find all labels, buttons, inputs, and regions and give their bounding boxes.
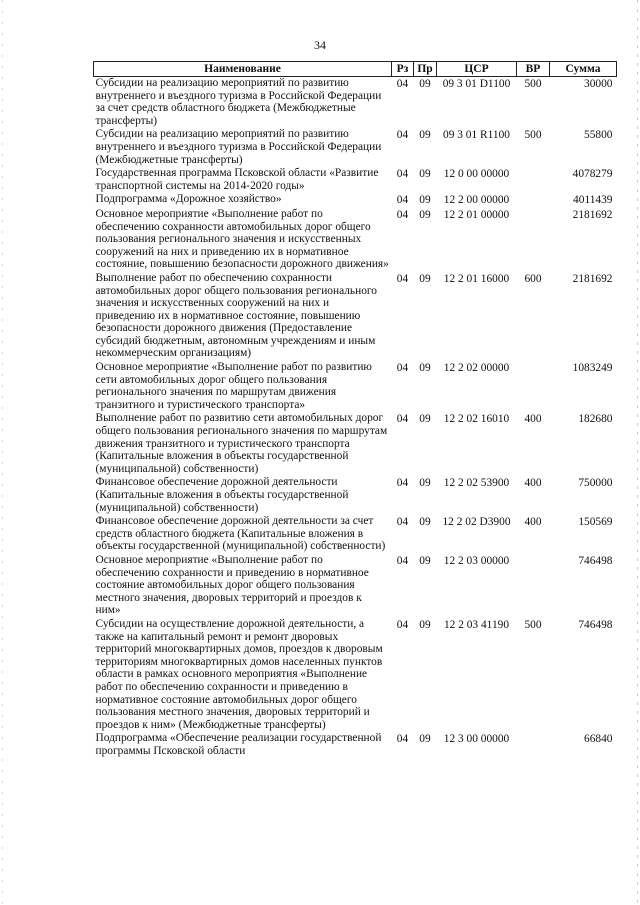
- row-name: Субсидии на реализацию мероприятий по развитию внутреннего и въездного туризма в Российской Федерации за счет средств областного бюджета (Межбюджетные трансферты): [95, 77, 382, 127]
- row-pr: 09: [419, 477, 431, 490]
- row-name: Субсидии на реализацию мероприятий по развитию внутреннего и въездного туризма в Российской Федерации (Межбюджетные трансферты): [95, 128, 382, 166]
- row-pr: 09: [419, 554, 431, 567]
- row-csr: 12 2 02 53900: [443, 477, 510, 490]
- row-rz: 04: [396, 477, 409, 490]
- row-sum: 1083249: [572, 362, 613, 375]
- row-pr: 09: [419, 208, 431, 221]
- row-rz: 04: [396, 554, 409, 567]
- row-pr: 09: [419, 168, 431, 181]
- row-rz: 04: [396, 78, 409, 90]
- table-row: [94, 208, 617, 272]
- row-sum: 150569: [578, 516, 613, 529]
- row-name: Подпрограмма «Дорожное хозяйство»: [95, 193, 282, 206]
- table-row: [94, 77, 617, 129]
- row-pr: 09: [419, 129, 431, 142]
- row-pr: 09: [419, 272, 431, 285]
- row-vr: 400: [524, 516, 542, 529]
- row-csr: 12 2 03 00000: [443, 554, 510, 567]
- row-csr: 12 2 03 41190: [443, 618, 510, 631]
- row-sum: 4011439: [573, 194, 613, 207]
- table-row: [94, 618, 617, 732]
- row-name: Субсидии на осуществление дорожной деятельности, а также на капитальный ремонт и ремонт дворовых территорий многоквартирных домов, проездов к дворовым территориям многоквартирных домов населенных пунктов области в рамках основного мероприятия «Выполнение работ по обеспечению сохранности и приведению в нормативное состояние автомобильных дорог общего пользования местного значения, дворовых территорий и проездов к ним» (Межбюджетные трансферты): [95, 617, 383, 731]
- row-vr: [517, 193, 550, 208]
- scan-edge-right: [637, 0, 638, 905]
- header-rz: Рз: [392, 62, 414, 77]
- table-row: [94, 128, 617, 167]
- header-name: Наименование: [94, 62, 392, 77]
- budget-table: [93, 61, 617, 758]
- row-csr: 12 2 01 16000: [443, 272, 510, 285]
- table-body: [94, 77, 617, 759]
- row-vr: 500: [524, 129, 542, 142]
- row-sum: 746498: [578, 554, 613, 567]
- row-pr: 09: [419, 618, 431, 631]
- row-name: Основное мероприятие «Выполнение работ по обеспечению сохранности и приведению в нормативное состояние автомобильных дорог общего пользования местного значения, дворовых территорий и проездов к ним»: [95, 553, 369, 617]
- row-sum: 66840: [584, 733, 613, 746]
- row-rz: 04: [396, 516, 409, 529]
- header-row: [94, 62, 617, 77]
- table-header: [94, 62, 617, 77]
- table-row: [94, 167, 617, 193]
- row-sum: 2181692: [572, 272, 613, 285]
- table-row: [94, 554, 617, 618]
- table-row: [94, 361, 617, 412]
- table-row: [94, 732, 617, 758]
- row-rz: 04: [396, 272, 409, 285]
- row-rz: 04: [396, 733, 409, 746]
- row-vr: 600: [524, 272, 542, 285]
- table-row: [94, 476, 617, 515]
- row-name: Основное мероприятие «Выполнение работ по развитию сети автомобильных дорог общего пользования регионального значения по маршрутам движения транзитного и туристического транспорта»: [95, 361, 372, 411]
- row-sum: 746498: [578, 618, 613, 631]
- row-vr: 400: [524, 477, 542, 490]
- row-sum: 182680: [578, 413, 613, 426]
- header-csr: ЦСР: [437, 62, 517, 77]
- header-vr: ВР: [517, 62, 550, 77]
- row-pr: 09: [419, 733, 431, 746]
- row-vr: [517, 208, 550, 272]
- row-csr: 12 0 00 00000: [443, 168, 510, 181]
- row-name: Выполнение работ по обеспечению сохранности автомобильных дорог общего пользования регионального значения и искусственных сооружений на них и приведению их в нормативное состояние, повышению безопасности дорожного движения (Предоставление субсидий бюджетным, автономным учреждениям и иным некоммерческим организациям): [95, 271, 377, 360]
- row-pr: 09: [419, 413, 431, 426]
- row-name: Финансовое обеспечение дорожной деятельности за счет средств областного бюджета (Капитальные вложения в объекты государственной (муниципальной) собственности): [95, 515, 386, 553]
- row-csr: 12 2 01 00000: [443, 208, 510, 221]
- row-name: Основное мероприятие «Выполнение работ по обеспечению сохранности автомобильных дорог общего пользования регионального значения и искусственных сооружений на них и приведению их в нормативное состояние, повышению безопасности дорожного движения»: [95, 207, 389, 271]
- header-pr: Пр: [414, 62, 437, 77]
- row-sum: 2181692: [572, 208, 613, 221]
- table-row: [94, 515, 617, 554]
- row-vr: [517, 554, 550, 618]
- row-rz: 04: [396, 168, 409, 181]
- row-rz: 04: [396, 129, 409, 142]
- row-pr: 09: [419, 194, 431, 207]
- row-csr: 09 3 01 R1100: [443, 129, 510, 142]
- row-pr: 09: [419, 362, 431, 375]
- row-csr: 12 2 02 D3900: [442, 516, 511, 529]
- row-csr: 12 2 00 00000: [443, 194, 510, 207]
- row-csr: 12 2 02 16010: [443, 413, 510, 426]
- row-sum: 55800: [584, 129, 613, 142]
- row-rz: 04: [396, 208, 409, 221]
- row-name: Государственная программа Псковской области «Развитие транспортной системы на 2014-2020 годы»: [95, 167, 379, 192]
- row-vr: [517, 167, 550, 193]
- row-csr: 09 3 01 D1100: [442, 78, 511, 90]
- table-row: [94, 412, 617, 476]
- row-sum: 750000: [578, 477, 613, 490]
- row-name: Подпрограмма «Обеспечение реализации государственной программы Псковской области: [95, 732, 382, 757]
- row-pr: 09: [419, 78, 431, 90]
- table-row: [94, 193, 617, 208]
- scan-edge-left: [2, 0, 3, 905]
- table-row: [94, 272, 617, 361]
- row-vr: 500: [524, 78, 542, 90]
- budget-table-container: [93, 61, 616, 758]
- row-rz: 04: [396, 413, 409, 426]
- row-vr: 400: [524, 413, 542, 426]
- row-sum: 4078279: [572, 168, 613, 181]
- row-pr: 09: [419, 516, 431, 529]
- row-csr: 12 3 00 00000: [443, 733, 510, 746]
- row-rz: 04: [396, 194, 409, 207]
- row-vr: [517, 361, 550, 412]
- row-sum: 30000: [584, 78, 613, 90]
- header-sum: Сумма: [550, 62, 617, 77]
- page-number: 34: [314, 38, 326, 52]
- row-rz: 04: [396, 362, 409, 375]
- row-csr: 12 2 02 00000: [443, 362, 510, 375]
- row-vr: 500: [524, 618, 542, 631]
- row-rz: 04: [396, 618, 409, 631]
- row-name: Выполнение работ по развитию сети автомобильных дорог общего пользования регионального значения по маршрутам движения транзитного и туристического транспорта (Капитальные вложения в объекты государственной (муниципальной) собственности): [95, 412, 388, 475]
- row-vr: [517, 732, 550, 758]
- row-name: Финансовое обеспечение дорожной деятельности (Капитальные вложения в объекты государственной (муниципальной) собственности): [95, 476, 349, 514]
